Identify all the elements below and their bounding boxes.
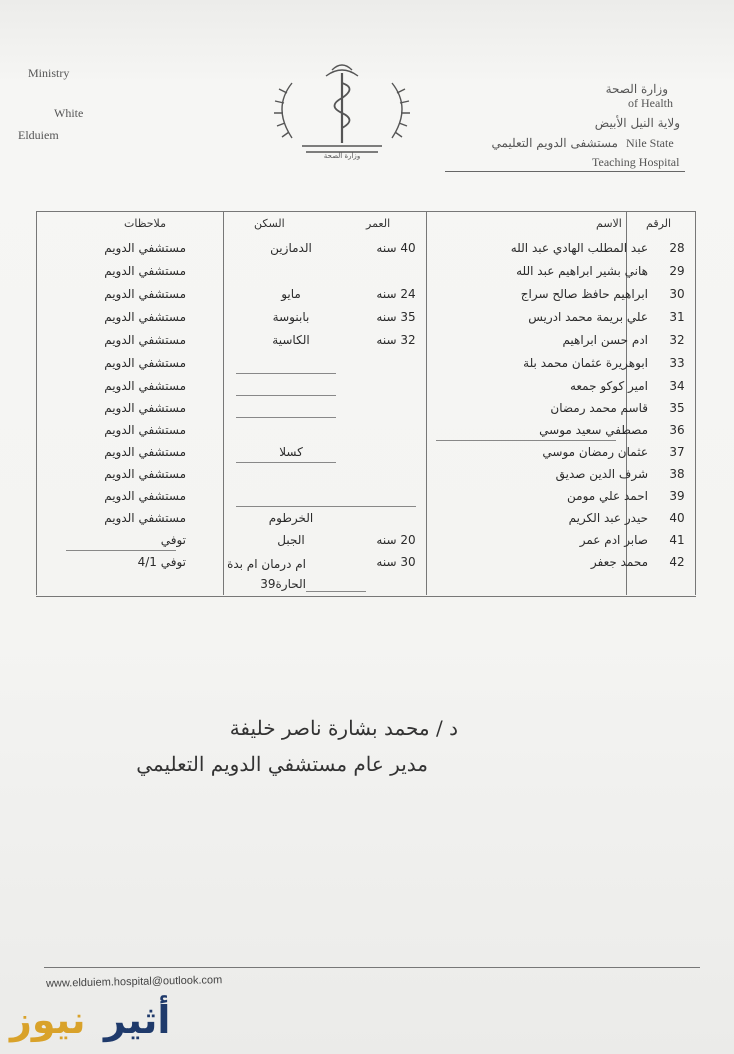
cell-residence: الخرطوم bbox=[268, 511, 314, 525]
cell-name: ادم حسن ابراهيم bbox=[562, 333, 648, 347]
table-border-top bbox=[36, 211, 696, 212]
emblem-caption: وزارة الصحة bbox=[323, 152, 361, 160]
cell-num: 32 bbox=[669, 333, 685, 347]
cell-age: 35 سنه bbox=[376, 310, 416, 324]
cell-num: 42 bbox=[669, 555, 685, 569]
cell-notes: مستشفي الدويم bbox=[104, 264, 186, 278]
header-name: الاسم bbox=[596, 217, 622, 230]
cell-notes: مستشفي الدويم bbox=[104, 379, 186, 393]
cell-num: 38 bbox=[669, 467, 685, 481]
watermark-logo-part2: نيوز bbox=[10, 998, 86, 1042]
cell-age: 40 سنه bbox=[376, 241, 416, 255]
cell-name: امير كوكو جمعه bbox=[569, 379, 648, 393]
cell-notes: مستشفي الدويم bbox=[104, 489, 186, 503]
cell-notes: توفي 4/1 bbox=[137, 555, 186, 569]
cell-num: 35 bbox=[669, 401, 685, 415]
row-underline bbox=[236, 462, 336, 463]
cell-name: ابوهريرة عثمان محمد بلة bbox=[523, 356, 648, 370]
table-row bbox=[36, 442, 696, 464]
row-underline bbox=[236, 417, 336, 418]
signature-name: د / محمد بشارة ناصر خليفة bbox=[229, 716, 458, 740]
row-underline bbox=[236, 506, 416, 507]
cell-name: عثمان رمضان موسي bbox=[542, 445, 648, 459]
table-border-bottom bbox=[36, 596, 696, 597]
cell-name: محمد جعفر bbox=[590, 555, 648, 569]
cell-notes: مستشفي الدويم bbox=[104, 467, 186, 481]
cell-name: حيدر عبد الكريم bbox=[568, 511, 648, 525]
row-underline bbox=[306, 591, 366, 592]
cell-residence: كسلا bbox=[279, 445, 303, 459]
cell-notes: مستشفي الدويم bbox=[104, 511, 186, 525]
footer-email: www.elduiem.hospital@outlook.com bbox=[45, 974, 223, 990]
cell-num: 39 bbox=[669, 489, 685, 503]
table-row bbox=[36, 530, 696, 552]
cell-name: عبد المطلب الهادي عبد الله bbox=[510, 241, 648, 255]
letterhead-en-ministry: Ministry bbox=[28, 66, 70, 80]
watermark-logo-part1: أثير bbox=[104, 998, 171, 1042]
cell-num: 40 bbox=[669, 511, 685, 525]
cell-name: قاسم محمد رمضان bbox=[550, 401, 648, 415]
letterhead-ar-hospital: مستشفى الدويم التعليمي bbox=[491, 136, 618, 150]
table-row bbox=[36, 238, 696, 260]
table-row bbox=[36, 420, 696, 442]
cell-notes: توفي bbox=[160, 533, 186, 547]
cell-name: مصطفي سعيد موسي bbox=[539, 423, 648, 437]
header-residence: السكن bbox=[254, 217, 285, 230]
cell-num: 37 bbox=[669, 445, 685, 459]
table-row bbox=[36, 261, 696, 283]
letterhead-en-nile-state: Nile State bbox=[626, 136, 674, 150]
table-row bbox=[36, 307, 696, 329]
cell-residence: بابنوسة bbox=[272, 310, 310, 324]
cell-age: 20 سنه bbox=[376, 533, 416, 547]
row-underline bbox=[236, 373, 336, 374]
cell-name: علي بريمة محمد ادريس bbox=[528, 310, 648, 324]
table-row bbox=[36, 353, 696, 375]
footer-rule bbox=[44, 967, 700, 968]
cell-age: 30 سنه bbox=[376, 555, 416, 569]
cell-age: 24 سنه bbox=[376, 287, 416, 301]
cell-notes: مستشفي الدويم bbox=[104, 423, 186, 437]
cell-notes: مستشفي الدويم bbox=[104, 287, 186, 301]
cell-residence: الكاسية bbox=[272, 333, 310, 347]
cell-notes: مستشفي الدويم bbox=[104, 241, 186, 255]
cell-notes: مستشفي الدويم bbox=[104, 356, 186, 370]
cell-num: 36 bbox=[669, 423, 685, 437]
header-age: العمر bbox=[366, 217, 391, 230]
table-row bbox=[36, 508, 696, 530]
row-underline bbox=[236, 395, 336, 396]
cell-num: 33 bbox=[669, 356, 685, 370]
cell-num: 41 bbox=[669, 533, 685, 547]
table-row bbox=[36, 486, 696, 508]
cell-num: 29 bbox=[669, 264, 685, 278]
table-row bbox=[36, 330, 696, 352]
staff-table bbox=[36, 211, 696, 597]
cell-num: 34 bbox=[669, 379, 685, 393]
table-row bbox=[36, 398, 696, 420]
cell-residence: الجبل bbox=[277, 533, 305, 547]
table-row bbox=[36, 284, 696, 306]
cell-name: شرف الدين صديق bbox=[555, 467, 648, 481]
letterhead-ar-state: ولاية النيل الأبيض bbox=[594, 116, 680, 130]
cell-name: صابر ادم عمر bbox=[579, 533, 648, 547]
ministry-emblem-icon bbox=[262, 58, 422, 163]
table-row bbox=[36, 464, 696, 486]
cell-residence: ام درمان ام بدة الحارة39 bbox=[227, 557, 306, 591]
cell-notes: مستشفي الدويم bbox=[104, 401, 186, 415]
cell-notes: مستشفي الدويم bbox=[104, 310, 186, 324]
letterhead-en-teaching-hospital: Teaching Hospital bbox=[592, 155, 680, 169]
letterhead-ar-ministry: وزارة الصحة bbox=[605, 82, 668, 96]
cell-num: 31 bbox=[669, 310, 685, 324]
row-underline bbox=[436, 440, 616, 441]
letterhead-en-elduiem: Elduiem bbox=[18, 128, 59, 142]
cell-name: احمد علي مومن bbox=[567, 489, 648, 503]
letterhead-en-white: White bbox=[54, 106, 84, 120]
cell-residence: الدمازين bbox=[270, 241, 312, 255]
header-notes: ملاحظات bbox=[124, 217, 166, 230]
cell-name: ابراهيم حافظ صالح سراج bbox=[520, 287, 648, 301]
cell-notes: مستشفي الدويم bbox=[104, 333, 186, 347]
cell-name: هاني بشير ابراهيم عبد الله bbox=[516, 264, 648, 278]
cell-residence: مايو bbox=[281, 287, 301, 301]
cell-notes: مستشفي الدويم bbox=[104, 445, 186, 459]
table-row bbox=[36, 552, 696, 592]
letterhead-underline bbox=[445, 171, 685, 172]
signature-title: مدير عام مستشفي الدويم التعليمي bbox=[136, 752, 428, 776]
cell-num: 28 bbox=[669, 241, 685, 255]
letterhead-en-of-health: of Health bbox=[628, 96, 673, 110]
cell-num: 30 bbox=[669, 287, 685, 301]
header-num: الرقم bbox=[646, 217, 672, 230]
table-row bbox=[36, 376, 696, 398]
row-underline bbox=[66, 550, 176, 551]
cell-age: 32 سنه bbox=[376, 333, 416, 347]
